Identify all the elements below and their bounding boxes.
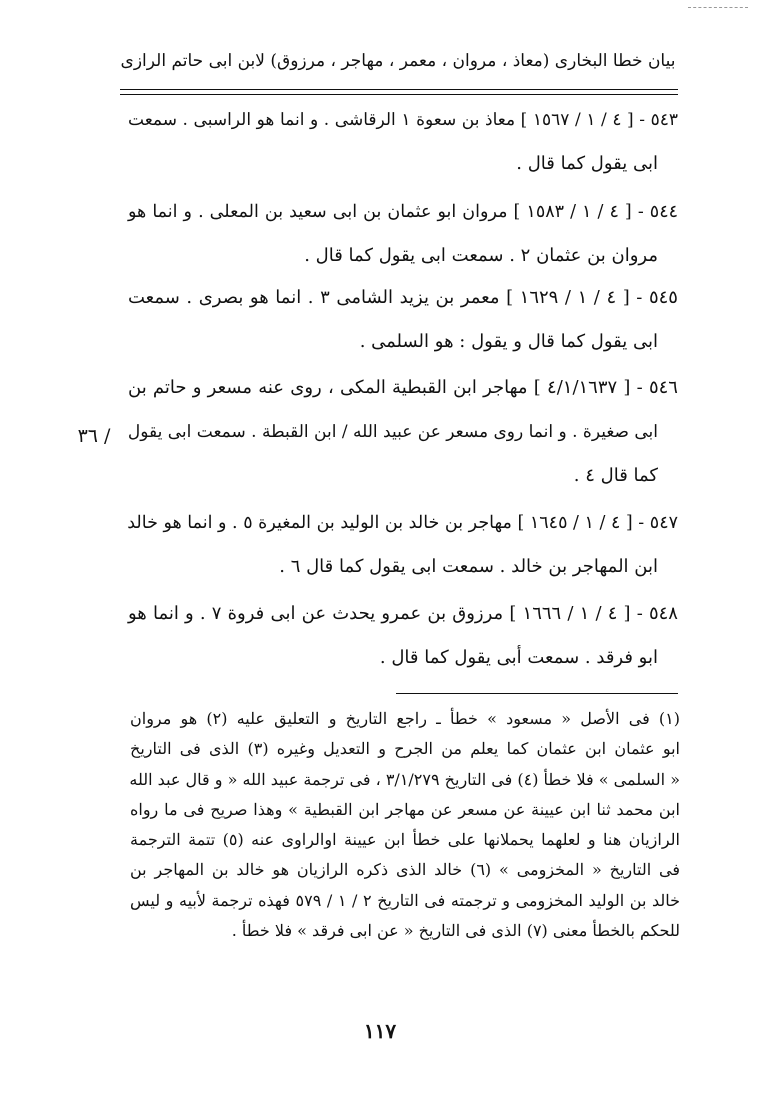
footnotes bbox=[130, 704, 680, 946]
footnote-line: للحكم بالخطأ معنى (٧) الذى فى التاريخ « عن ابى فرقد » فلا خطأ . bbox=[231, 921, 680, 941]
entry-line: ابى يقول كما قال . bbox=[516, 153, 658, 174]
entry-line: ٥٤٥ - [ ٤ / ١ / ١٦٢٩ ] معمر بن يزيد الشامى ٣ . انما هو بصرى . سمعت bbox=[128, 287, 678, 308]
entry-line: مروان بن عثمان ٢ . سمعت ابى يقول كما قال . bbox=[304, 245, 658, 266]
entry-line: ابو فرقد . سمعت أبى يقول كما قال . bbox=[379, 647, 658, 668]
running-header: بيان خطا البخارى (معاذ ، مروان ، معمر ، مهاجر ، مرزوق) لابن ابى حاتم الرازى bbox=[120, 51, 676, 71]
footnote-line: ابو عثمان ابن عثمان كما يعلم من الجرح و التعديل وغيره (٣) الذى فى التاريخ bbox=[130, 739, 680, 759]
entry-line: ٥٤٣ - [ ٤ / ١ / ١٥٦٧ ] معاذ بن سعوة ١ الرقاشى . و انما هو الراسبى . سمعت bbox=[128, 110, 678, 130]
entry-line: كما قال ٤ . bbox=[573, 465, 658, 486]
entry-548 bbox=[128, 592, 678, 680]
scan-mark bbox=[688, 7, 748, 8]
footnote-line: فى التاريخ « المخزومى » (٦) خالد الذى ذكره الرازيان هو خالد بن المهاجر بن bbox=[130, 860, 681, 880]
entry-line: ٥٤٨ - [ ٤ / ١ / ١٦٦٦ ] مرزوق بن عمرو يحدث عن ابى فروة ٧ . و انما هو bbox=[128, 603, 678, 624]
entry-543 bbox=[128, 98, 678, 186]
footnote-line: (١) فى الأصل « مسعود » خطأ ـ راجع التاريخ و التعليق عليه (٢) هو مروان bbox=[130, 709, 681, 728]
page-number: ١١٧ bbox=[363, 1019, 397, 1043]
entry-547 bbox=[128, 501, 678, 589]
entry-line: ابى يقول كما قال و يقول : هو السلمى . bbox=[359, 331, 658, 352]
entry-line: ابن المهاجر بن خالد . سمعت ابى يقول كما قال ٦ . bbox=[279, 556, 658, 577]
footnote-line: الرازيان هنا و لعلهما يحملانها على خطأ ابن عيينة اوالراوى عنه (٥) تتمة الترجمة bbox=[130, 830, 680, 850]
entry-line: ٥٤٤ - [ ٤ / ١ / ١٥٨٣ ] مروان ابو عثمان بن ابى سعيد بن المعلى . و انما هو bbox=[128, 202, 678, 222]
header-rule-top bbox=[120, 89, 678, 90]
footnote-separator bbox=[396, 693, 678, 694]
entry-546 bbox=[128, 366, 678, 498]
entry-line: ابى صغيرة . و انما روى مسعر عن عبيد الله / ابن القبطة . سمعت ابى يقول bbox=[127, 422, 658, 442]
entry-545 bbox=[128, 276, 678, 364]
entry-544 bbox=[128, 190, 678, 278]
entry-line: ٥٤٦ - [ ٤/١/١٦٣٧ ] مهاجر ابن القبطية المكى ، روى عنه مسعر و حاتم بن bbox=[128, 377, 678, 398]
entry-line: ٥٤٧ - [ ٤ / ١ / ١٦٤٥ ] مهاجر بن خالد بن الوليد بن المغيرة ٥ . و انما هو خالد bbox=[127, 513, 678, 533]
header-rule-bottom bbox=[120, 94, 678, 95]
footnote-line: ابن محمد ثنا ابن عيينة عن مسعر عن مهاجر ابن القبطية » وهذا صريح فى ما رواه bbox=[130, 799, 680, 819]
footnote-line: « السلمى » فلا خطأ (٤) فى التاريخ ٣/١/٢٧٩ ، فى ترجمة عبيد الله « و قال عبد الله bbox=[129, 769, 680, 789]
margin-page-reference: / ٣٦ bbox=[77, 425, 111, 447]
footnote-line: خالد بن الوليد المخزومى و ترجمته فى التاريخ ٢ / ١ / ٥٧٩ فهذه ترجمة لأبيه و ليس bbox=[130, 890, 681, 910]
